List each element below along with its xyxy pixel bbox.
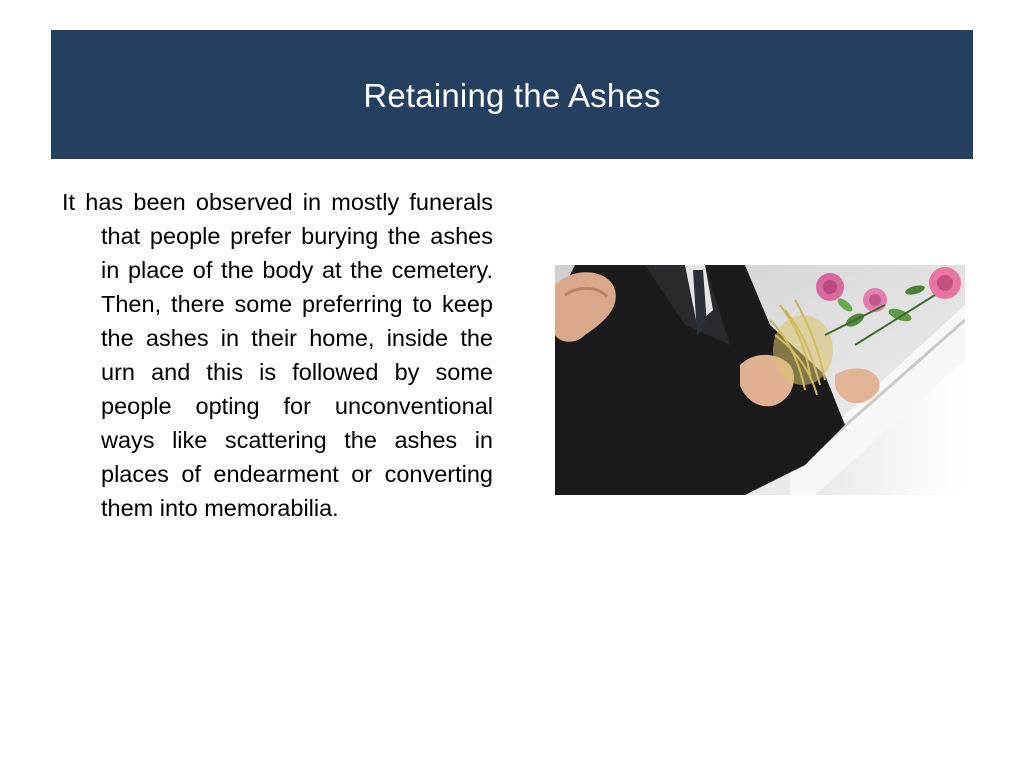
funeral-photo bbox=[555, 265, 965, 495]
slide-title: Retaining the Ashes bbox=[363, 76, 661, 114]
funeral-photo-illustration bbox=[555, 265, 965, 495]
title-bar bbox=[51, 30, 973, 159]
slide-body-text: It has been observed in mostly funerals that people prefer burying the ashes in place of the body at the cemetery. Then, there some preferring to keep the ashes in their home, inside the urn and this is followed by some people opting for unconventional ways like scattering the ashes in places of endearment or converting them into memorabilia. bbox=[62, 189, 493, 521]
